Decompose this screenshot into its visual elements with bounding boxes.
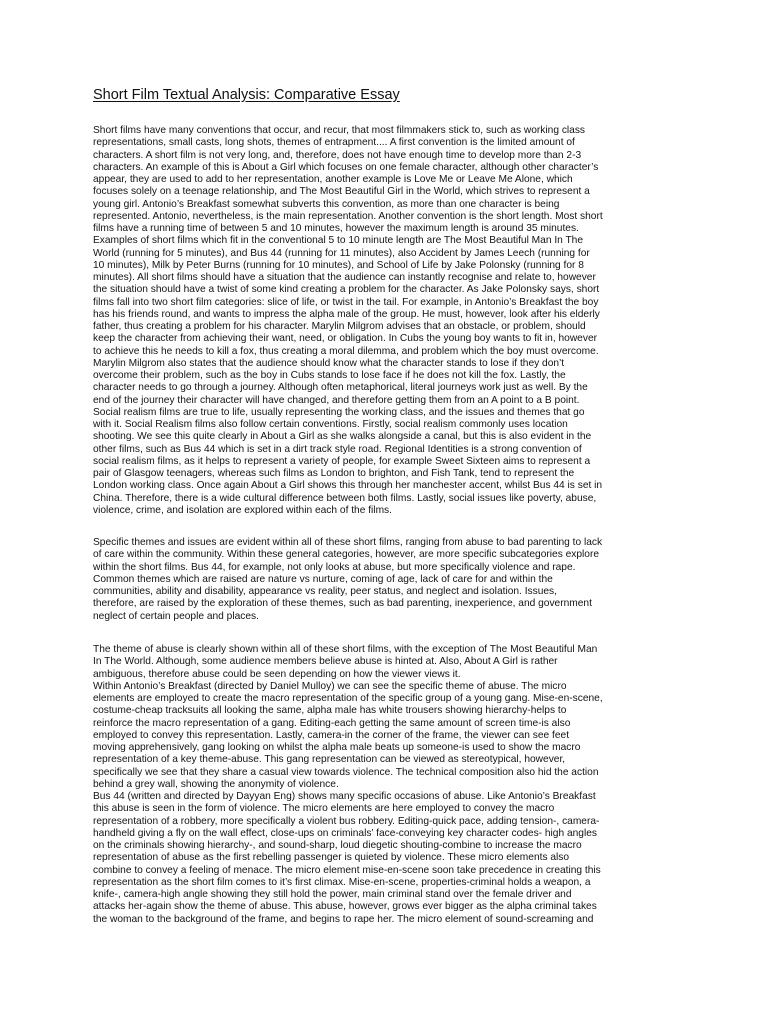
- text-line: knife-, camera-high angle showing they still hold the power, main criminal stand over the female driver and: [93, 889, 572, 900]
- text-line: keep the character from achieving their want, need, or obligation. In Cubs the young boy wants to fit in, however: [93, 333, 598, 345]
- text-line: Social realism films are true to life, usually representing the working class, and the issues and themes that go: [93, 406, 585, 418]
- text-line: characters. A short film is not very long, and, therefore, does not have enough time to develop more than 2-3: [93, 149, 582, 161]
- text-line: focuses solely on a teenage relationship, and The Most Beautiful Girl in the World, which strives to represent a: [93, 186, 590, 198]
- text-line: ambiguous, therefore abuse could be seen depending on how the viewer views it.: [93, 668, 461, 680]
- essay-paragraph-1: [93, 125, 603, 517]
- text-line: behind a grey wall, showing the anonymity of violence.: [93, 778, 339, 790]
- text-line: minutes). All short films should have a situation that the audience can instantly recognise and relate to, however: [93, 272, 596, 283]
- text-line: end of the journey their character will have changed, and therefore getting them from an A point to a B point.: [93, 394, 580, 406]
- text-line: overcome their problem, such as the boy in Cubs stands to lose face if he does not kill the fox. Lastly, the: [93, 370, 566, 381]
- text-line: In The World. Although, some audience members believe abuse is hinted at. Also, About A Girl is rather: [93, 656, 558, 668]
- text-line: specifically we see that they share a casual view towards violence. The technical composition also hid the action: [93, 766, 599, 778]
- text-line: representation as the short film comes to it’s first climax. Mise-en-scene, properties-criminal holds a weapon, a: [93, 876, 591, 888]
- text-line: London working class. Once again About a Girl shows this through her manchester accent, whilst Bus 44 is set in: [93, 480, 603, 492]
- text-line: characters. An example of this is About a Girl which focuses on one female character, although other character’s: [93, 161, 599, 173]
- text-line: World (running for 5 minutes), and Bus 44 (running for 11 minutes), also Accident by James Leech (running for: [93, 247, 590, 259]
- text-line: on the criminals showing hierarchy-, and sound-sharp, loud diegetic shouting-combine to increase the macro: [93, 840, 582, 851]
- text-line: 10 minutes), Milk by Peter Burns (running for 10 minutes), and School of Life by Jake Polonsky (running for 8: [93, 259, 584, 271]
- text-line: neglect of certain people and places.: [93, 610, 259, 622]
- text-line: employed to convey this representation. Lastly, camera-in the corner of the frame, the viewer can see feet: [93, 729, 570, 741]
- text-line: to achieve this he needs to kill a fox, thus creating a moral dilemma, and problem which the boy must overcome.: [93, 345, 599, 357]
- page-title: Short Film Textual Analysis: Comparative Essay: [93, 87, 400, 103]
- text-line: representation of abuse as the first rebelling passenger is quieted by violence. These micro elements also: [93, 852, 570, 864]
- text-line: father, thus creating a problem for his character. Marylin Milgrom advises that an obstacle, or problem, should: [93, 321, 586, 332]
- text-line: films fall into two short film categories: slice of life, or twist in the tail. For example, in Antonio’s Breakfast the boy: [93, 296, 599, 308]
- text-line: young girl. Antonio’s Breakfast somewhat subverts this convention, as more than one character is being: [93, 198, 560, 210]
- text-line: Bus 44 (written and directed by Dayyan Eng) shows many specific occasions of abuse. Like Antonio’s Breakfast: [93, 791, 596, 802]
- text-line: pair of Glasgow teenagers, whereas such films as London to brighton, and Fish Tank, tend to represent the: [93, 468, 575, 479]
- text-line: China. Therefore, there is a wide cultural difference between both films. Lastly, social issues like poverty, abuse,: [93, 492, 597, 504]
- text-line: combine to convey a feeling of menace. The micro element mise-en-scene soon take precedence in creating this: [93, 864, 601, 876]
- text-line: Short films have many conventions that occur, and recur, that most filmmakers stick to, such as working class: [93, 125, 586, 136]
- text-line: the woman to the background of the frame, and begins to rape her. The micro element of sound-screaming and: [93, 913, 594, 925]
- text-line: moving apprehensively, gang looking on whilst the alpha male beats up someone-is used to show the macro: [93, 742, 581, 753]
- text-line: with it. Social Realism films also follow certain conventions. Firstly, social realism commonly uses location: [93, 419, 568, 430]
- essay-paragraph-3: [93, 644, 603, 926]
- text-line: Examples of short films which fit in the conventional 5 to 10 minute length are The Most Beautiful Man In The: [93, 235, 584, 247]
- text-line: social realism films, as it helps to represent a variety of people, for example Sweet Sixteen aims to represent a: [93, 455, 591, 467]
- text-line: representation of a robbery, more specifically a violent bus robbery. Editing-quick pace, adding tension-, camera-: [93, 815, 600, 827]
- text-line: other films, such as Bus 44 which is set in a dirt track style road. Regional Identities is a strong convention of: [93, 443, 582, 455]
- text-line: appear, they are used to add to her representation, another example is Love Me or Leave Me Alone, which: [93, 174, 573, 185]
- text-line: communities, ability and disability, appearance vs reality, peer status, and neglect and isolation. Issues,: [93, 586, 557, 597]
- text-line: shooting. We see this quite clearly in About a Girl as she walks alongside a canal, but this is also evident in the: [93, 431, 592, 443]
- text-line: Specific themes and issues are evident within all of these short films, ranging from abuse to bad parenting to lack: [93, 537, 603, 548]
- text-line: the situation should have a twist of some kind creating a problem for the character. As Jake Polonsky says, short: [93, 284, 600, 296]
- text-line: within the short films. Bus 44, for example, not only looks at abuse, but more specifically violence and rape.: [93, 561, 576, 573]
- text-line: elements are employed to create the macro representation of the specific group of a young gang. Mise-en-scene,: [93, 693, 603, 704]
- text-line: this abuse is seen in the form of violence. The micro elements are here employed to convey the macro: [93, 803, 555, 815]
- text-line: violence, crime, and isolation are explored within each of the films.: [93, 504, 392, 516]
- text-line: Marylin Milgrom also states that the audience should know what the character stands to lose if they don’t: [93, 357, 565, 369]
- text-line: representation of a key theme-abuse. This gang representation can be viewed as stereotypical, however,: [93, 754, 566, 766]
- text-line: The theme of abuse is clearly shown within all of these short films, with the exception of The Most Beautiful Man: [93, 644, 598, 655]
- text-line: therefore, are raised by the exploration of these themes, such as bad parenting, inexperience, and government: [93, 598, 592, 610]
- essay-paragraph-2: [93, 537, 602, 623]
- text-line: has his friends round, and wants to impress the alpha male of the group. He must, however, look after his elderly: [93, 308, 600, 320]
- text-line: Common themes which are raised are nature vs nurture, coming of age, lack of care for and within the: [93, 573, 553, 585]
- text-line: films have a running time of between 5 and 10 minutes, however the maximum length is around 35 minutes.: [93, 223, 579, 234]
- text-line: costume-cheap tracksuits all looking the same, alpha male has white trousers showing hierarchy-helps to: [93, 705, 567, 717]
- text-line: character needs to go through a journey. Although often metaphorical, literal journeys work just as well. By the: [93, 382, 588, 394]
- text-line: representations, small casts, long shots, themes of entrapment.... A first convention is the limited amount of: [93, 137, 575, 149]
- text-line: handheld giving a fly on the wall effect, close-ups on criminals’ face-conveying key character codes- high angles: [93, 827, 597, 839]
- text-line: reinforce the macro representation of a gang. Editing-each getting the same amount of screen time-is also: [93, 717, 571, 729]
- text-line: represented. Antonio, nevertheless, is the main representation. Another convention is the short length. Most short: [93, 210, 603, 222]
- text-line: of care within the community. Within these general categories, however, are more specific subcategories explore: [93, 549, 600, 561]
- text-line: Within Antonio’s Breakfast (directed by Daniel Mulloy) we can see the specific theme of abuse. The micro: [93, 680, 567, 692]
- text-line: attacks her-again show the theme of abuse. This abuse, however, grows ever bigger as the alpha criminal takes: [93, 901, 597, 913]
